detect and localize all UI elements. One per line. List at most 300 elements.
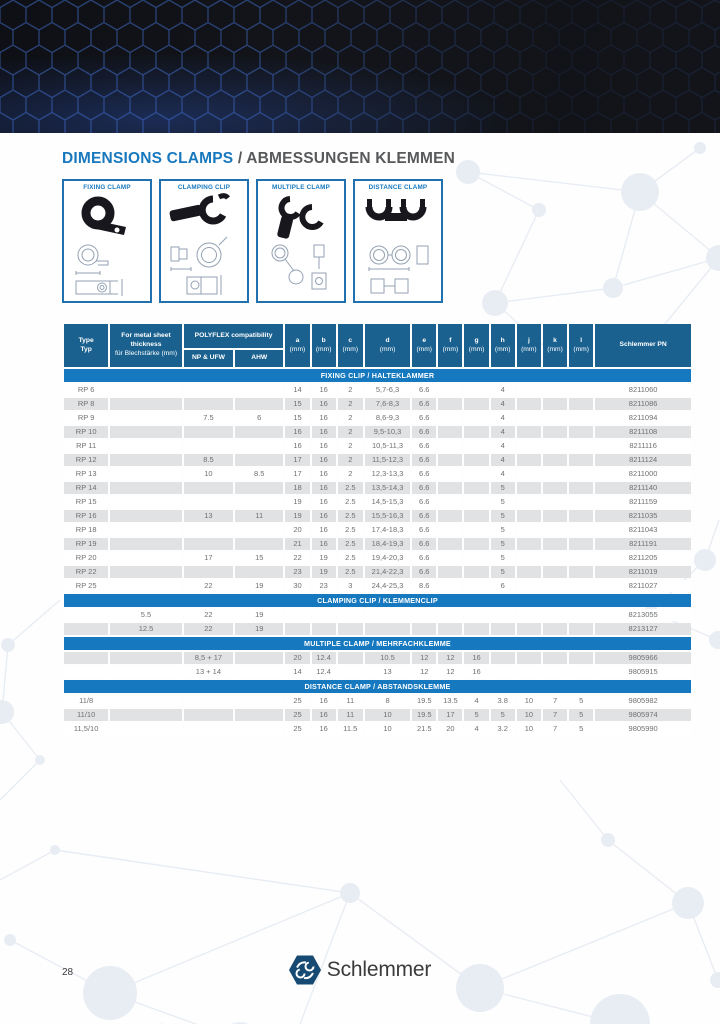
cell: 8211124 bbox=[595, 454, 691, 466]
cell: 7 bbox=[543, 723, 567, 735]
cell: 2.5 bbox=[338, 538, 363, 550]
cell: RP 15 bbox=[64, 496, 108, 508]
cell: RP 18 bbox=[64, 524, 108, 536]
clamping-clip-label: CLAMPING CLIP bbox=[177, 184, 231, 191]
cell: 2.5 bbox=[338, 482, 363, 494]
cell bbox=[438, 440, 462, 452]
cell bbox=[464, 623, 488, 635]
fixing-clamp-image bbox=[64, 191, 150, 301]
cell bbox=[517, 440, 541, 452]
cell: 4 bbox=[491, 440, 515, 452]
cell bbox=[517, 652, 541, 664]
cell bbox=[235, 384, 283, 396]
cell bbox=[543, 609, 567, 621]
cell bbox=[517, 538, 541, 550]
cell: 2.5 bbox=[338, 510, 363, 522]
cell bbox=[110, 496, 181, 508]
cell: 12 bbox=[438, 666, 462, 678]
cell bbox=[517, 496, 541, 508]
cell bbox=[110, 723, 181, 735]
table-row bbox=[64, 524, 691, 536]
cell bbox=[491, 652, 515, 664]
clamping-clip-image bbox=[161, 191, 247, 301]
cell bbox=[365, 623, 410, 635]
cell: 19 bbox=[285, 510, 309, 522]
cell bbox=[110, 552, 181, 564]
cell bbox=[464, 440, 488, 452]
section-header: DISTANCE CLAMP / ABSTANDSKLEMME bbox=[64, 680, 691, 693]
cell bbox=[438, 398, 462, 410]
footer-logo bbox=[0, 953, 720, 987]
cell bbox=[569, 426, 593, 438]
col-header-ahw: AHW bbox=[235, 350, 283, 367]
cell: 5 bbox=[491, 510, 515, 522]
cell: 13,5-14,3 bbox=[365, 482, 410, 494]
cell bbox=[110, 454, 181, 466]
cell bbox=[438, 454, 462, 466]
cell: 16 bbox=[312, 412, 336, 424]
cell: 19 bbox=[235, 580, 283, 592]
cell bbox=[438, 496, 462, 508]
cell: 16 bbox=[312, 510, 336, 522]
cell: 5 bbox=[491, 496, 515, 508]
cell bbox=[491, 666, 515, 678]
cell: 23 bbox=[285, 566, 309, 578]
cell: 8211159 bbox=[595, 496, 691, 508]
page-number: 28 bbox=[62, 967, 74, 978]
cell: 4 bbox=[491, 384, 515, 396]
cell bbox=[438, 524, 462, 536]
col-header-polyflex: POLYFLEX compatibility bbox=[184, 324, 284, 348]
cell bbox=[569, 384, 593, 396]
table-row bbox=[64, 709, 691, 721]
cell: 5 bbox=[569, 709, 593, 721]
cell: 18,4-19,3 bbox=[365, 538, 410, 550]
table-row bbox=[64, 652, 691, 664]
cell bbox=[438, 482, 462, 494]
col-header-f: f (mm) bbox=[438, 324, 462, 367]
cell bbox=[464, 496, 488, 508]
cell bbox=[184, 566, 233, 578]
cell: 10 bbox=[365, 709, 410, 721]
cell bbox=[569, 609, 593, 621]
col-header-d: d (mm) bbox=[365, 324, 410, 367]
cell: 8211140 bbox=[595, 482, 691, 494]
cell bbox=[517, 468, 541, 480]
cell: 21.5 bbox=[412, 723, 436, 735]
cell: 6.6 bbox=[412, 384, 436, 396]
cell bbox=[110, 510, 181, 522]
cell bbox=[312, 609, 336, 621]
cell: 14 bbox=[285, 384, 309, 396]
cell bbox=[184, 723, 233, 735]
cell bbox=[285, 623, 309, 635]
cell bbox=[543, 496, 567, 508]
cell: 17,4-18,3 bbox=[365, 524, 410, 536]
cell bbox=[543, 384, 567, 396]
cell: 21 bbox=[285, 538, 309, 550]
cell: 12 bbox=[438, 652, 462, 664]
cell bbox=[464, 510, 488, 522]
cell bbox=[184, 440, 233, 452]
cell: 19 bbox=[312, 552, 336, 564]
page-title bbox=[62, 150, 455, 168]
cell bbox=[438, 623, 462, 635]
cell: 9805915 bbox=[595, 666, 691, 678]
distance-clamp-photo bbox=[367, 199, 425, 221]
cell bbox=[438, 426, 462, 438]
cell bbox=[110, 524, 181, 536]
cell bbox=[569, 482, 593, 494]
cell: 2 bbox=[338, 412, 363, 424]
cell: 8211086 bbox=[595, 398, 691, 410]
table-row bbox=[64, 440, 691, 452]
cell bbox=[517, 482, 541, 494]
cell: 2.5 bbox=[338, 566, 363, 578]
cell bbox=[517, 510, 541, 522]
cell bbox=[543, 524, 567, 536]
clamping-clip-drawing bbox=[171, 237, 227, 295]
cell bbox=[184, 426, 233, 438]
page-title-de: / ABMESSUNGEN KLEMMEN bbox=[233, 150, 456, 167]
cell bbox=[569, 652, 593, 664]
cell bbox=[569, 580, 593, 592]
cell bbox=[64, 652, 108, 664]
cell bbox=[110, 652, 181, 664]
cell: RP 22 bbox=[64, 566, 108, 578]
cell bbox=[464, 412, 488, 424]
cell bbox=[517, 412, 541, 424]
cell bbox=[184, 709, 233, 721]
table-row bbox=[64, 580, 691, 592]
cell bbox=[64, 623, 108, 635]
cell bbox=[543, 440, 567, 452]
cell: RP 14 bbox=[64, 482, 108, 494]
cell: 10 bbox=[517, 723, 541, 735]
cell: 16 bbox=[312, 524, 336, 536]
cell bbox=[464, 468, 488, 480]
cell bbox=[412, 623, 436, 635]
table-row bbox=[64, 468, 691, 480]
cell: 10 bbox=[517, 709, 541, 721]
cell: 2.5 bbox=[338, 496, 363, 508]
cell: 10 bbox=[365, 723, 410, 735]
cell bbox=[464, 384, 488, 396]
fixing-clamp-box bbox=[62, 179, 152, 303]
cell: 16 bbox=[312, 426, 336, 438]
cell: 15 bbox=[285, 398, 309, 410]
table-row bbox=[64, 723, 691, 735]
cell: 4 bbox=[491, 412, 515, 424]
cell: 11,5/10 bbox=[64, 723, 108, 735]
col-header-schlemmer-pn: Schlemmer PN bbox=[595, 324, 691, 367]
cell: 20 bbox=[285, 652, 309, 664]
clamping-clip-box bbox=[159, 179, 249, 303]
cell: 15,5-16,3 bbox=[365, 510, 410, 522]
cell bbox=[569, 398, 593, 410]
cell: 10 bbox=[184, 468, 233, 480]
col-header-np-ufw: NP & UFW bbox=[184, 350, 233, 367]
cell bbox=[110, 412, 181, 424]
cell: 5,7-6,3 bbox=[365, 384, 410, 396]
schlemmer-hexagon-logo-icon bbox=[289, 953, 321, 987]
cell: 7 bbox=[543, 695, 567, 707]
cell: 5 bbox=[464, 709, 488, 721]
cell: 12,3-13,3 bbox=[365, 468, 410, 480]
multiple-clamp-label: MULTIPLE CLAMP bbox=[272, 184, 330, 191]
cell: 15 bbox=[235, 552, 283, 564]
cell: 14 bbox=[285, 666, 309, 678]
cell bbox=[543, 398, 567, 410]
cell: 22 bbox=[184, 580, 233, 592]
multiple-clamp-photo bbox=[277, 199, 321, 239]
cell: 6.6 bbox=[412, 496, 436, 508]
cell bbox=[438, 566, 462, 578]
cell bbox=[184, 496, 233, 508]
cell bbox=[464, 398, 488, 410]
cell bbox=[464, 566, 488, 578]
cell: 22 bbox=[184, 609, 233, 621]
cell bbox=[464, 580, 488, 592]
cell: 8.5 bbox=[235, 468, 283, 480]
cell bbox=[64, 666, 108, 678]
cell: 2 bbox=[338, 398, 363, 410]
table-row bbox=[64, 695, 691, 707]
cell: 13.5 bbox=[438, 695, 462, 707]
cell: 5 bbox=[491, 524, 515, 536]
cell: 12.5 bbox=[110, 623, 181, 635]
cell bbox=[110, 709, 181, 721]
cell: 21,4-22,3 bbox=[365, 566, 410, 578]
cell: 6 bbox=[235, 412, 283, 424]
cell: 2 bbox=[338, 454, 363, 466]
cell: 10 bbox=[517, 695, 541, 707]
cell: RP 9 bbox=[64, 412, 108, 424]
cell: 11/8 bbox=[64, 695, 108, 707]
cell bbox=[110, 580, 181, 592]
cell: 5 bbox=[491, 709, 515, 721]
cell: 13 + 14 bbox=[184, 666, 233, 678]
cell bbox=[569, 496, 593, 508]
cell bbox=[543, 580, 567, 592]
cell: 14,5-15,3 bbox=[365, 496, 410, 508]
cell: 2 bbox=[338, 440, 363, 452]
cell bbox=[235, 440, 283, 452]
distance-clamp-box bbox=[353, 179, 443, 303]
table-row bbox=[64, 552, 691, 564]
cell bbox=[438, 609, 462, 621]
cell: 2 bbox=[338, 468, 363, 480]
cell: 19,4-20,3 bbox=[365, 552, 410, 564]
table-row bbox=[64, 482, 691, 494]
clamp-type-boxes bbox=[62, 179, 443, 303]
cell: 9805974 bbox=[595, 709, 691, 721]
clamping-clip-photo bbox=[169, 196, 228, 222]
table-row bbox=[64, 454, 691, 466]
cell: 8211116 bbox=[595, 440, 691, 452]
cell: 7.5 bbox=[184, 412, 233, 424]
cell: 16 bbox=[464, 666, 488, 678]
cell: 8,6-9,3 bbox=[365, 412, 410, 424]
cell: 6.6 bbox=[412, 454, 436, 466]
cell: 13 bbox=[184, 510, 233, 522]
cell: 16 bbox=[285, 440, 309, 452]
cell: 4 bbox=[491, 426, 515, 438]
cell bbox=[438, 510, 462, 522]
cell bbox=[110, 482, 181, 494]
cell bbox=[110, 440, 181, 452]
col-header-j: j (mm) bbox=[517, 324, 541, 367]
cell bbox=[464, 609, 488, 621]
col-header-k: k (mm) bbox=[543, 324, 567, 367]
cell: 8211060 bbox=[595, 384, 691, 396]
cell bbox=[543, 666, 567, 678]
cell bbox=[235, 566, 283, 578]
cell bbox=[517, 384, 541, 396]
cell: 11.5 bbox=[338, 723, 363, 735]
cell: 5 bbox=[491, 482, 515, 494]
cell: 22 bbox=[184, 623, 233, 635]
cell: 30 bbox=[285, 580, 309, 592]
cell: RP 12 bbox=[64, 454, 108, 466]
cell: 7,6-8,3 bbox=[365, 398, 410, 410]
cell bbox=[438, 384, 462, 396]
cell: 16 bbox=[312, 695, 336, 707]
cell: 6.6 bbox=[412, 412, 436, 424]
cell: 19 bbox=[312, 566, 336, 578]
cell bbox=[517, 426, 541, 438]
cell: RP 6 bbox=[64, 384, 108, 396]
cell: 8.5 bbox=[184, 454, 233, 466]
cell: 2 bbox=[338, 384, 363, 396]
cell bbox=[464, 482, 488, 494]
cell: 6.6 bbox=[412, 398, 436, 410]
cell: 5 bbox=[491, 566, 515, 578]
cell bbox=[235, 398, 283, 410]
cell: 11 bbox=[338, 695, 363, 707]
cell bbox=[464, 552, 488, 564]
cell bbox=[235, 666, 283, 678]
cell bbox=[569, 510, 593, 522]
cell bbox=[438, 552, 462, 564]
cell: 8211191 bbox=[595, 538, 691, 550]
cell: 6.6 bbox=[412, 538, 436, 550]
cell: 20 bbox=[438, 723, 462, 735]
cell: 22 bbox=[285, 552, 309, 564]
cell bbox=[184, 384, 233, 396]
cell bbox=[517, 398, 541, 410]
table-row bbox=[64, 566, 691, 578]
multiple-clamp-box bbox=[256, 179, 346, 303]
cell bbox=[110, 695, 181, 707]
section-row bbox=[64, 369, 691, 382]
cell: 19.5 bbox=[412, 709, 436, 721]
cell bbox=[110, 666, 181, 678]
cell: 16 bbox=[285, 426, 309, 438]
cell: 12.4 bbox=[312, 666, 336, 678]
col-header-type: Type Typ bbox=[64, 324, 108, 367]
cell: 2.5 bbox=[338, 524, 363, 536]
cell: 24,4-25,3 bbox=[365, 580, 410, 592]
cell: 8211019 bbox=[595, 566, 691, 578]
cell bbox=[235, 426, 283, 438]
cell bbox=[569, 552, 593, 564]
cell: 6.6 bbox=[412, 552, 436, 564]
table-row bbox=[64, 538, 691, 550]
col-header-c: c (mm) bbox=[338, 324, 363, 367]
cell: 6.6 bbox=[412, 510, 436, 522]
cell bbox=[365, 609, 410, 621]
multiple-clamp-drawing bbox=[272, 245, 326, 289]
cell bbox=[464, 426, 488, 438]
cell: 11/10 bbox=[64, 709, 108, 721]
cell bbox=[110, 384, 181, 396]
cell bbox=[543, 426, 567, 438]
section-row bbox=[64, 637, 691, 650]
page-title-en: DIMENSIONS CLAMPS bbox=[62, 150, 234, 167]
cell: 8211205 bbox=[595, 552, 691, 564]
cell bbox=[110, 538, 181, 550]
cell bbox=[517, 580, 541, 592]
cell: 19 bbox=[235, 623, 283, 635]
cell: 25 bbox=[285, 709, 309, 721]
cell bbox=[312, 623, 336, 635]
cell bbox=[464, 524, 488, 536]
cell bbox=[338, 623, 363, 635]
cell bbox=[491, 623, 515, 635]
cell bbox=[569, 566, 593, 578]
col-header-l: l (mm) bbox=[569, 324, 593, 367]
cell bbox=[338, 652, 363, 664]
logo-text: Schlemmer bbox=[326, 958, 432, 981]
cell bbox=[184, 524, 233, 536]
cell: 19.5 bbox=[412, 695, 436, 707]
cell: 12 bbox=[412, 652, 436, 664]
cell: RP 19 bbox=[64, 538, 108, 550]
cell bbox=[438, 412, 462, 424]
cell: 5 bbox=[491, 538, 515, 550]
fixing-clamp-drawing bbox=[76, 245, 122, 296]
cell bbox=[235, 482, 283, 494]
cell: 6.6 bbox=[412, 524, 436, 536]
table-row bbox=[64, 666, 691, 678]
cell: 16 bbox=[312, 496, 336, 508]
cell: 4 bbox=[491, 468, 515, 480]
cell: 8211027 bbox=[595, 580, 691, 592]
col-header-metal-thickness: For metal sheet thickness für Blechstärke (mm) bbox=[110, 324, 181, 367]
distance-clamp-drawing bbox=[369, 246, 428, 293]
table-row bbox=[64, 609, 691, 621]
cell bbox=[235, 709, 283, 721]
cell: 8211094 bbox=[595, 412, 691, 424]
cell: 17 bbox=[438, 709, 462, 721]
cell bbox=[569, 524, 593, 536]
distance-clamp-label: DISTANCE CLAMP bbox=[368, 184, 428, 191]
cell bbox=[517, 566, 541, 578]
cell bbox=[110, 468, 181, 480]
cell bbox=[543, 538, 567, 550]
cell: 8211108 bbox=[595, 426, 691, 438]
cell: 2 bbox=[338, 426, 363, 438]
cell: RP 25 bbox=[64, 580, 108, 592]
cell: 5 bbox=[569, 695, 593, 707]
cell: 16 bbox=[312, 482, 336, 494]
cell bbox=[184, 695, 233, 707]
col-header-h: h (mm) bbox=[491, 324, 515, 367]
cell bbox=[110, 426, 181, 438]
cell bbox=[338, 609, 363, 621]
cell: 10.5 bbox=[365, 652, 410, 664]
